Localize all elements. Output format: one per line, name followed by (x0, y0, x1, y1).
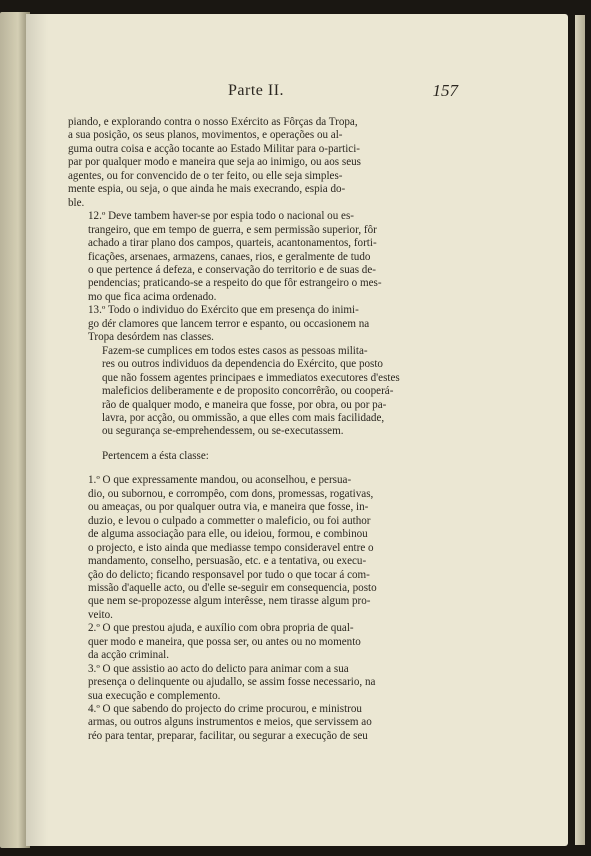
paragraph (68, 474, 460, 622)
text-line: ficações, arsenaes, armazens, canaes, rios, e geralmente de tudo (88, 250, 371, 263)
text-line: mo que fica acima ordenado. (88, 290, 217, 303)
text-line: rão de qualquer modo, e maneira que fosse, por obra, ou por pa- (102, 398, 387, 411)
text-body (68, 116, 460, 743)
text-line: que não fossem agentes principaes e immediatos executores d'estes (102, 371, 400, 384)
text-line: 1.º O que expressamente mandou, ou aconselhou, e persua- (88, 474, 352, 487)
text-line: guma outra coisa e acção tocante ao Estado Militar para o-partici- (68, 142, 361, 155)
text-line: lavra, por acção, ou ommissão, a que elles com mais facilidade, (102, 411, 385, 424)
text-line: de alguma associação para elle, ou ideiou, formou, e combinou (88, 528, 368, 541)
paragraph (68, 345, 460, 439)
text-line: go dér clamores que lancem terror e espanto, ou occasionem na (88, 317, 370, 330)
text-line: sua execução e complemento. (88, 689, 221, 702)
paragraph (68, 116, 460, 210)
text-line: Tropa desórdem nas classes. (88, 331, 214, 344)
text-line: par por qualquer modo e maneira que seja ao inimigo, ou aos seus (68, 156, 361, 169)
text-line: maleficios deliberamente e de proposito concorrêrão, ou cooperá- (102, 385, 394, 398)
text-line: ou segurança se-emprehendessem, ou se-executassem. (102, 425, 344, 438)
text-line: veito. (88, 608, 113, 621)
paragraph (68, 622, 460, 662)
text-line: que nem se-propozesse algum interêsse, nem tirasse algum pro- (88, 595, 371, 608)
paragraph (68, 703, 460, 743)
running-title: Parte II. (228, 82, 285, 99)
text-line: 2.º O que prestou ajuda, e auxílio com obra propria de qual- (88, 622, 354, 635)
text-line: Fazem-se cumplices em todos estes casos as pessoas milita- (102, 344, 368, 357)
text-line: mandamento, conselho, persuasão, etc. e a tentativa, ou execu- (88, 555, 367, 568)
text-line: dio, ou subornou, e corrompêo, com dons, promessas, rogativas, (88, 487, 374, 500)
text-line: o que pertence á defeza, e conservação do territorio e de suas de- (88, 263, 376, 276)
text-line: a sua posição, os seus planos, movimentos, e operações ou al- (68, 129, 343, 142)
text-line: ção do delicto; ficando responsavel por tudo o que tocar á com- (88, 568, 370, 581)
paragraph (68, 210, 460, 304)
page-edge-shadow (575, 15, 585, 845)
text-line: pendencias; praticando-se a respeito do que fôr estrangeiro o mes- (88, 277, 382, 290)
page-number: 157 (432, 81, 458, 100)
text-line: 12.º Deve tambem haver-se por espia todo o nacional ou es- (88, 210, 354, 223)
text-line: mente espia, ou seja, o que ainda he mais execrando, espia do- (68, 183, 346, 196)
text-line: achado a tirar plano dos campos, quarteis, acantonamentos, forti- (88, 237, 377, 250)
text-line: trangeiro, que em tempo de guerra, e sem permissão superior, fôr (88, 223, 377, 236)
text-line: armas, ou outros alguns instrumentos e meios, que servissem ao (88, 716, 372, 729)
text-line: res ou outros individuos da dependencia do Exército, que posto (102, 358, 383, 371)
running-header (68, 81, 460, 108)
text-line: quer modo e maneira, que possa ser, ou antes ou no momento (88, 635, 361, 648)
text-line: 4.º O que sabendo do projecto do crime procurou, e ministrou (88, 703, 362, 716)
text-line: ou ameaças, ou por qualquer outra via, e maneira que fosse, in- (88, 501, 369, 514)
text-line: duzio, e levou o culpado a commetter o maleficio, ou foi author (88, 514, 371, 527)
text-line: réo para tentar, preparar, facilitar, ou segurar a execução de seu (88, 729, 368, 742)
text-line: o projecto, e isto ainda que mediasse tempo consideravel entre o (88, 541, 374, 554)
text-line: da acção criminal. (88, 649, 169, 662)
paragraph (68, 450, 460, 463)
text-line: Pertencem a ésta classe: (102, 449, 209, 462)
text-line: agentes, ou for convencido de o ter feito, ou elle seja simples- (68, 169, 343, 182)
text-line: 13.º Todo o individuo do Exército que em presença do inimi- (88, 304, 359, 317)
text-line: ble. (68, 196, 85, 209)
text-line: missão d'aquelle acto, ou d'elle se-seguir em consequencia, posto (88, 581, 377, 594)
text-line: 3.º O que assistio ao acto do delicto para animar com a sua (88, 662, 349, 675)
text-line: presença o delinquente ou ajudallo, se assim fosse necessario, na (88, 676, 376, 689)
text-line: piando, e explorando contra o nosso Exército as Fôrças da Tropa, (68, 116, 358, 128)
paragraph (68, 304, 460, 344)
paragraph (68, 663, 460, 703)
